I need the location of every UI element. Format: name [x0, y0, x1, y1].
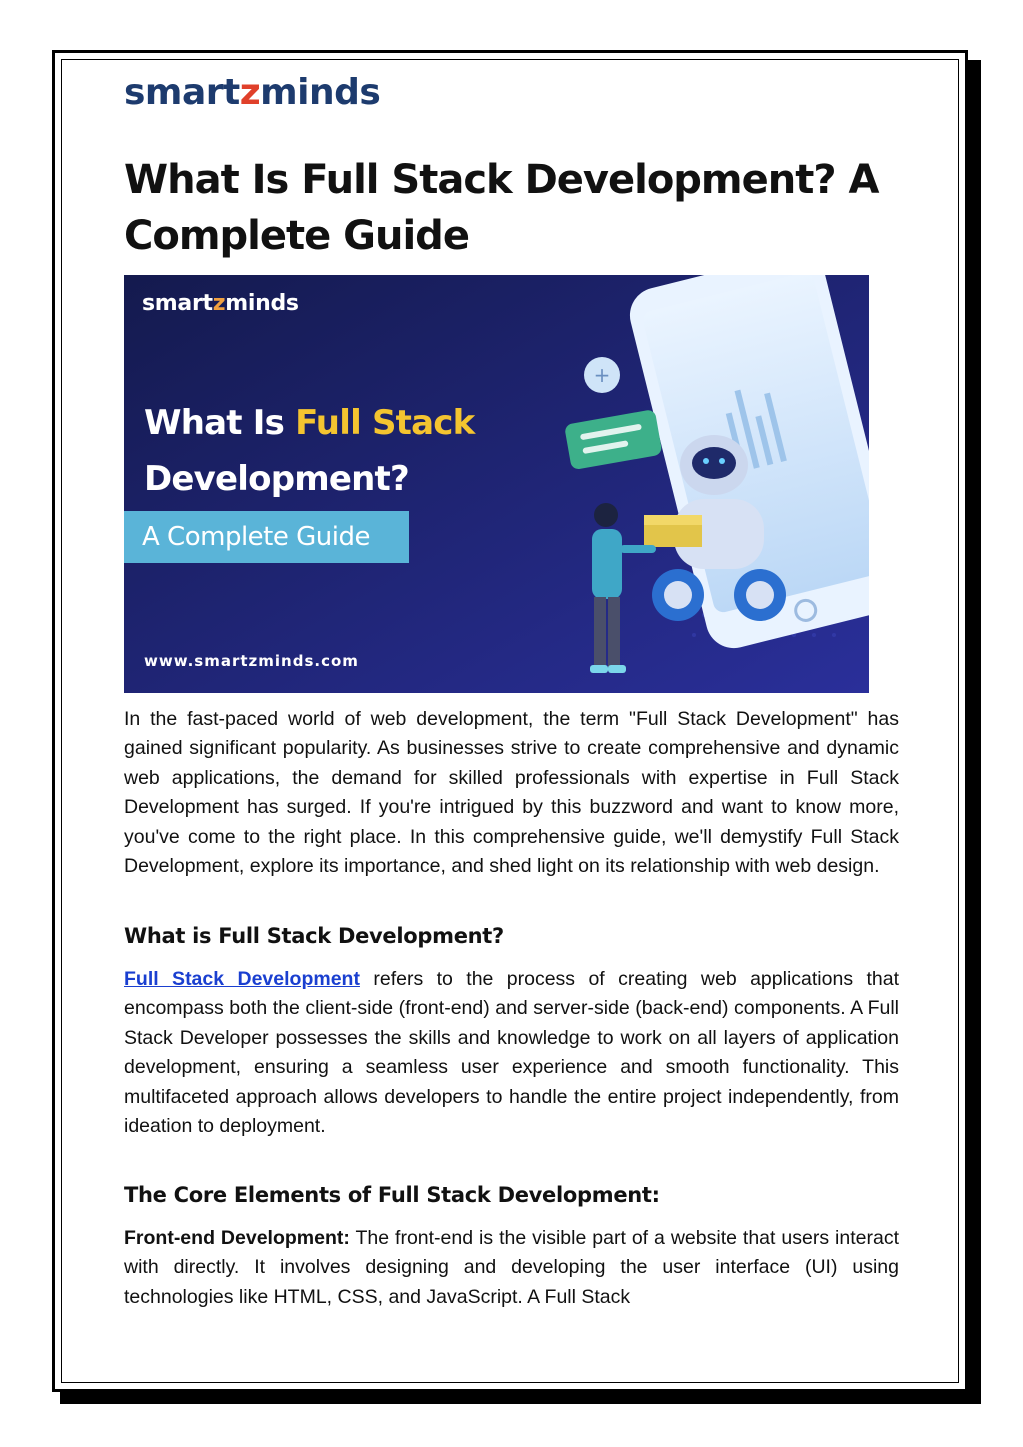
hero-brand-logo: smartzminds — [142, 291, 299, 316]
hero-subtitle-pill: A Complete Guide — [124, 511, 409, 563]
definition-text: refers to the process of creating web applications that encompass both the client-side (front-end) and server-side (back-end) components. A Full Stack Developer possesses the skills and knowledge to work on all layers of application development, ensuring a seamless user experience and smooth functionality. This multifaceted approach allows developers to handle the entire project independently, from ideation to deployment. — [124, 968, 899, 1138]
full-stack-development-link[interactable]: Full Stack Development — [124, 968, 360, 990]
front-end-paragraph — [124, 1224, 899, 1312]
svg-text:+: + — [593, 363, 611, 387]
section-heading-core-elements: The Core Elements of Full Stack Development: — [124, 1183, 660, 1207]
hero-banner-image — [124, 275, 869, 693]
brand-logo: smartzminds — [124, 72, 381, 113]
definition-paragraph — [124, 965, 899, 1141]
page-title: What Is Full Stack Development? A Complete Guide — [124, 157, 879, 259]
section-heading-what-is: What is Full Stack Development? — [124, 924, 504, 948]
intro-paragraph: In the fast-paced world of web development, the term "Full Stack Development" has gained significant popularity. As businesses strive to create comprehensive and dynamic web applications, the demand for skilled professionals with expertise in Full Stack Development has surged. If you're intrigued by this buzzword and want to know more, you've come to the right place. In this comprehensive guide, we'll demystify Full Stack Development, explore its importance, and shed light on its relationship with web design. — [124, 708, 899, 878]
front-end-lead: Front-end Development: — [124, 1227, 350, 1249]
hero-website-url: www.smartzminds.com — [144, 652, 359, 670]
front-end-text: The front-end is the visible part of a website that users interact with directly. It involves designing and developing the user interface (UI) using technologies like HTML, CSS, and JavaScript. A Full Stack — [124, 1227, 899, 1308]
hero-headline: What Is Full Stack Development? — [144, 403, 475, 499]
